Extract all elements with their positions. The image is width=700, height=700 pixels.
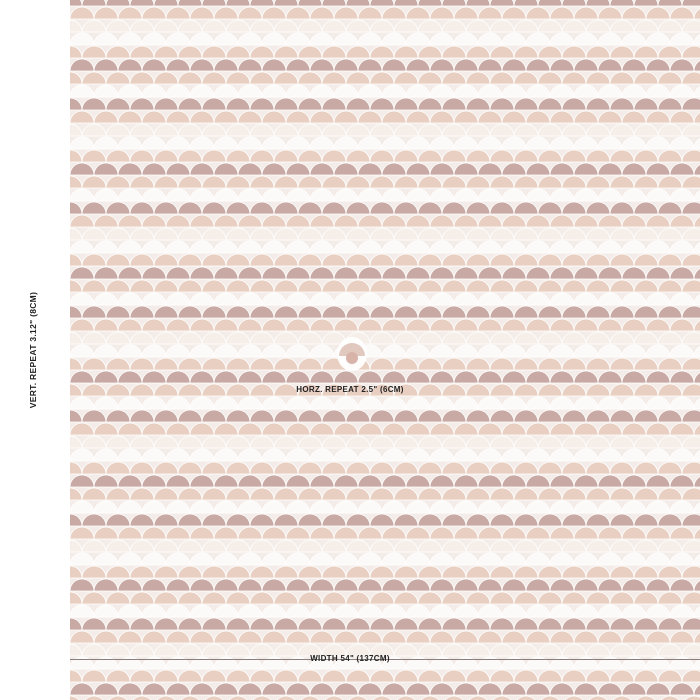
fabric-swatch — [70, 0, 700, 700]
scallop — [682, 0, 700, 6]
scallop — [274, 0, 298, 6]
scallop — [466, 0, 490, 6]
width-label: WIDTH 54" (137CM) — [310, 654, 390, 663]
scallop — [490, 0, 514, 6]
scallop — [178, 0, 202, 6]
horizontal-repeat-label: HORZ. REPEAT 2.5" (6CM) — [296, 385, 404, 394]
scallop — [130, 0, 154, 6]
scallop — [562, 0, 586, 6]
scallop — [418, 0, 442, 6]
scallop — [202, 0, 226, 6]
scallop — [82, 0, 106, 6]
scallop — [442, 0, 466, 6]
scallop — [658, 0, 682, 6]
scallop — [154, 0, 178, 6]
scallop — [346, 0, 370, 6]
scallop — [394, 0, 418, 6]
scallop — [322, 0, 346, 6]
repeat-marker-icon — [336, 332, 368, 372]
scallop — [70, 0, 82, 6]
scallop — [226, 0, 250, 6]
scallop — [250, 0, 274, 6]
scallop — [610, 0, 634, 6]
scallop — [298, 0, 322, 6]
scallop — [370, 0, 394, 6]
scallop — [538, 0, 562, 6]
scallop — [106, 0, 130, 6]
scallop — [514, 0, 538, 6]
scallop — [586, 0, 610, 6]
scallop — [634, 0, 658, 6]
vertical-repeat-label: VERT. REPEAT 3.12" (8CM) — [28, 291, 38, 409]
scallop-pattern — [70, 0, 700, 700]
